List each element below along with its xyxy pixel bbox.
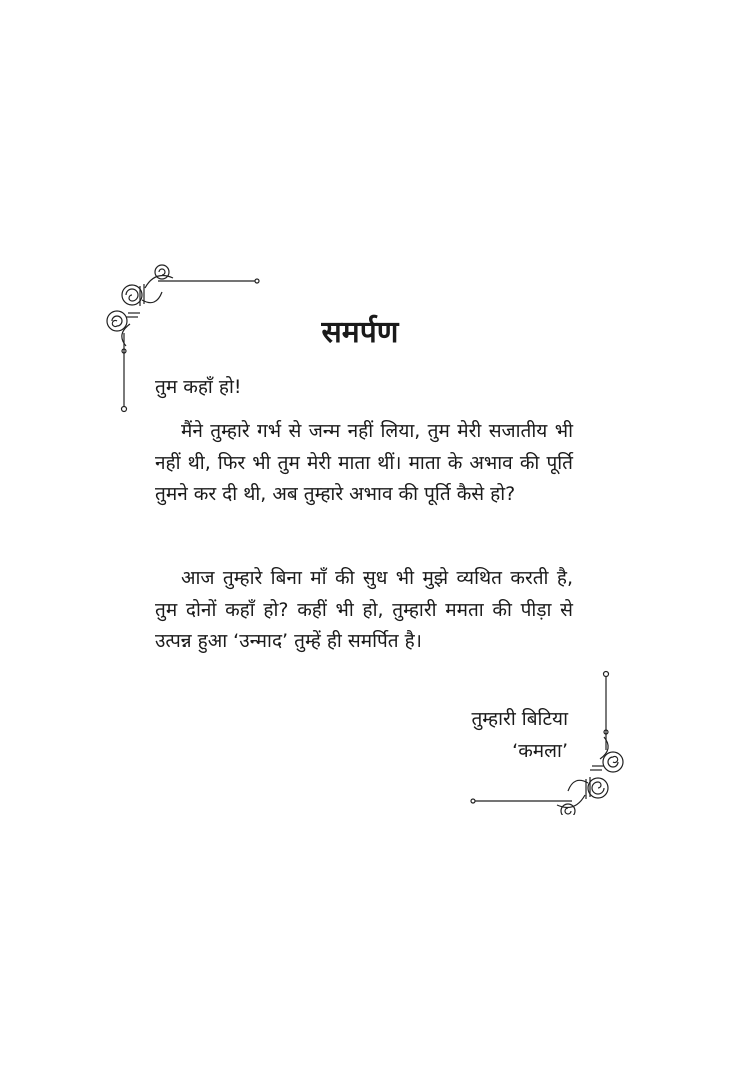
signature-line-1: तुम्हारी बिटिया xyxy=(471,708,568,730)
paragraph-2: आज तुम्हारे बिना माँ की सुध भी मुझे व्यथित करती है, तुम दोनों कहाँ हो? कहीं भी हो, तुम्हारी ममता की पीड़ा से उत्पन्न हुआ ‘उन्माद’ तुम्हें ही समर्पित है। xyxy=(155,567,573,652)
paragraph-1: मैंने तुम्हारे गर्भ से जन्म नहीं लिया, तुम मेरी सजातीय भी नहीं थी, फिर भी तुम मेरी माता थीं। माता के अभाव की पूर्ति तुमने कर दी थी, अब तुम्हारे अभाव की पूर्ति कैसे हो? xyxy=(155,420,573,505)
page-title: समर्पण xyxy=(321,315,399,350)
greeting-text: तुम कहाँ हो! xyxy=(155,376,242,398)
signature-name: ‘कमला’ xyxy=(512,740,568,762)
